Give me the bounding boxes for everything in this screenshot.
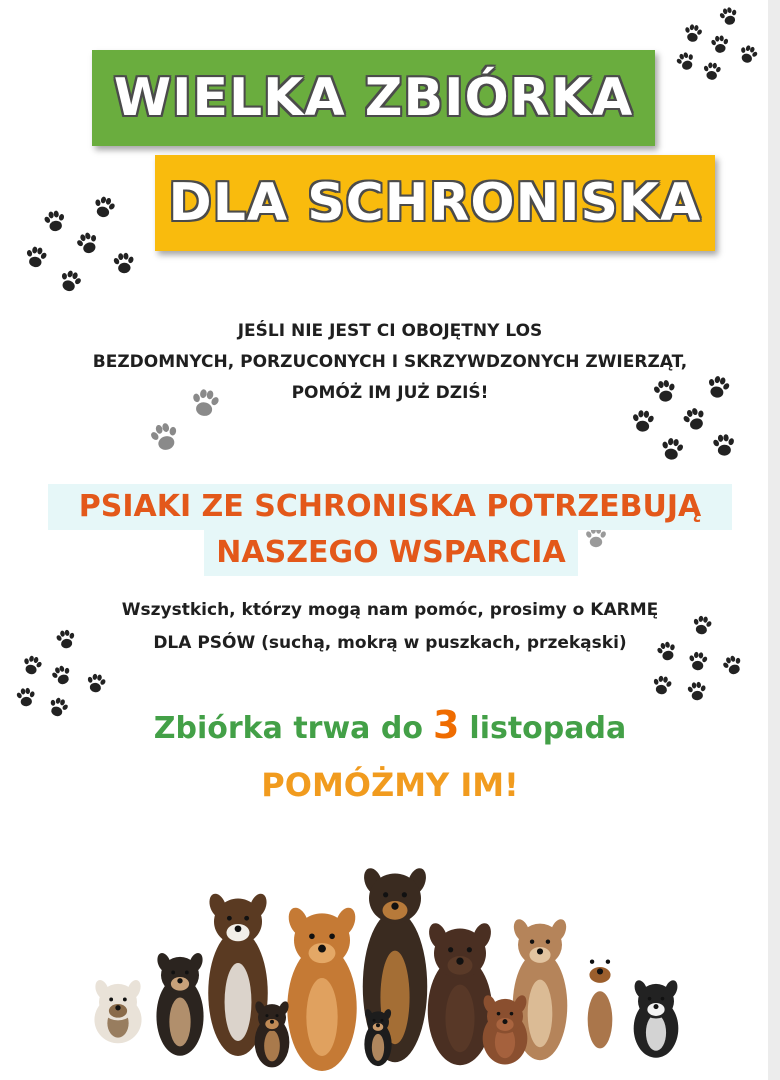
title-line-1: WIELKA ZBIÓRKA xyxy=(113,68,634,128)
highlight-line-1: PSIAKI ZE SCHRONISKA POTRZEBUJĄ xyxy=(48,484,732,530)
dog-figure xyxy=(632,979,679,1058)
request-line-1: Wszystkich, którzy mogą nam pomóc, prosimy o KARMĘ xyxy=(121,600,659,620)
dog-figure xyxy=(285,905,359,1071)
dog-figure xyxy=(93,978,143,1043)
dog-figure xyxy=(155,951,205,1056)
call-to-action: POMÓŻMY IM! xyxy=(261,766,519,804)
intro-line-1: JEŚLI NIE JEST CI OBOJĘTNY LOS xyxy=(237,321,543,341)
dog-figure xyxy=(254,1000,291,1067)
dog-figure xyxy=(363,1008,392,1066)
deadline-month: listopada xyxy=(469,711,627,746)
highlight-line-2: NASZEGO WSPARCIA xyxy=(204,530,578,576)
intro-line-2: BEZDOMNYCH, PORZUCONYCH I SKRZYWDZONYCH ZWIERZĄT, xyxy=(92,352,688,372)
dog-figure xyxy=(571,937,629,1059)
intro-line-3: POMÓŻ IM JUŻ DZIŚ! xyxy=(291,383,489,403)
deadline-day: 3 xyxy=(432,703,460,747)
title-line-2: DLA SCHRONISKA xyxy=(168,173,702,233)
dog-figure xyxy=(481,994,528,1065)
request-line-2: DLA PSÓW (suchą, mokrą w puszkach, przekąski) xyxy=(153,633,627,653)
deadline-prefix: Zbiórka trwa do xyxy=(153,711,423,746)
